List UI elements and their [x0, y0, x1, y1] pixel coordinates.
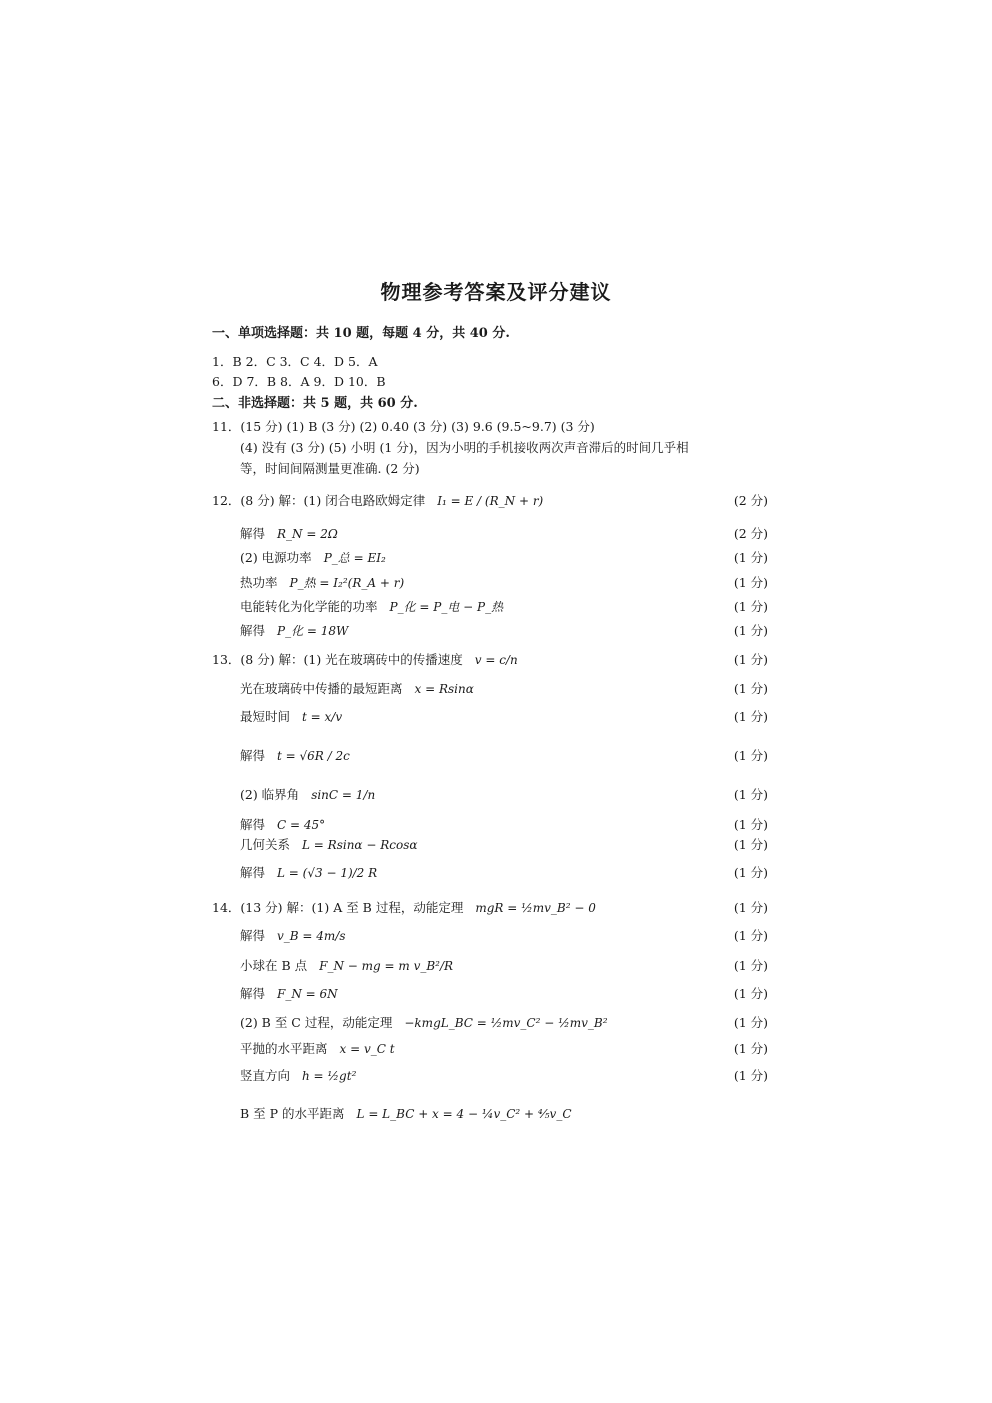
q11-line3: 等，时间间隔测量更准确. (2 分)	[240, 461, 420, 476]
q14-step-text: 解得	[240, 928, 266, 943]
q13-step-label	[212, 650, 518, 668]
q11-line1: 11．(15 分) (1) B (3 分) (2) 0.40 (3 分) (3) 9.6 (9.5~9.7) (3 分)	[212, 419, 595, 434]
q13-step-label	[240, 863, 377, 881]
q13-step-score: (1 分)	[733, 709, 768, 724]
q12-step-row	[212, 548, 768, 570]
q13-step-text: (2) 临界角	[240, 787, 300, 802]
q14-step-text: 平抛的水平距离	[240, 1041, 328, 1056]
q12-step-row	[212, 597, 768, 619]
q12-step-formula: P_化 = P_电 − P_热	[389, 600, 504, 614]
q13-step-score: (1 分)	[733, 817, 768, 832]
q14-step-score: (1 分)	[733, 928, 768, 943]
q14-step-label	[240, 956, 453, 974]
mc-answers-row2: 6．D 7．B 8．A 9．D 10．B	[212, 374, 386, 389]
q12-step-label	[240, 621, 348, 639]
q14-step-row	[212, 1104, 768, 1126]
page-title: 物理参考答案及评分建议	[380, 280, 612, 304]
q14-step-score: (1 分)	[733, 1041, 768, 1056]
q13-step-row	[212, 746, 768, 768]
q13-step-row	[212, 650, 768, 672]
q13-step-text: 解得	[240, 748, 266, 763]
q13-step-label	[240, 785, 375, 803]
q13-step-text: 几何关系	[240, 837, 291, 852]
q12-step-label	[240, 573, 404, 591]
q14-step-row	[212, 926, 768, 948]
mc-answers-row1: 1．B 2．C 3．C 4．D 5．A	[212, 354, 378, 369]
q13-step-label	[240, 746, 350, 764]
section1-heading: 一、单项选择题：共 10 题，每题 4 分，共 40 分.	[212, 326, 510, 341]
q14-step-text: B 至 P 的水平距离	[240, 1106, 345, 1121]
q12-step-row	[212, 491, 768, 513]
q12-step-formula: P_化 = 18W	[277, 624, 349, 638]
q14-step-formula: F_N − mg = m v_B²/R	[319, 959, 454, 973]
section2-heading: 二、非选择题：共 5 题，共 60 分.	[212, 396, 418, 411]
q14-step-label	[240, 984, 338, 1002]
q13-step-formula: v = c/n	[474, 653, 518, 667]
q12-step-score: (1 分)	[733, 550, 768, 565]
q14-step-formula: h = ½gt²	[302, 1069, 357, 1083]
q13-step-formula: t = √6R / 2c	[277, 749, 350, 763]
q12-step-formula: R_N = 2Ω	[277, 527, 338, 541]
q13-step-label	[240, 707, 342, 725]
q14-step-text: 小球在 B 点	[240, 958, 308, 973]
q13-step-text: 13．(8 分) 解：(1) 光在玻璃砖中的传播速度	[212, 652, 463, 667]
q13-step-text: 解得	[240, 865, 266, 880]
q14-step-score: (1 分)	[733, 900, 768, 915]
q13-step-label	[240, 815, 325, 833]
q13-step-row	[212, 815, 768, 837]
q14-step-text: 竖直方向	[240, 1068, 291, 1083]
q13-step-formula: x = Rsinα	[414, 682, 474, 696]
q12-step-label	[240, 548, 386, 566]
q12-step-row	[212, 573, 768, 595]
q14-step-label	[212, 898, 596, 916]
q12-step-score: (2 分)	[733, 493, 768, 508]
q14-step-row	[212, 1013, 768, 1035]
q13-step-label	[240, 679, 474, 697]
q12-step-text: 解得	[240, 623, 266, 638]
q14-step-label	[240, 1013, 608, 1031]
q13-step-text: 最短时间	[240, 709, 291, 724]
q12-step-text: 解得	[240, 526, 266, 541]
q12-step-label	[240, 597, 503, 615]
q14-step-row	[212, 984, 768, 1006]
q14-step-text: (2) B 至 C 过程，动能定理	[240, 1015, 393, 1030]
q12-step-text: 热功率	[240, 575, 278, 590]
q11-line2: (4) 没有 (3 分) (5) 小明 (1 分)，因为小明的手机接收两次声音滞后的时间几乎相	[240, 440, 689, 455]
q13-step-row	[212, 707, 768, 729]
q14-step-row	[212, 898, 768, 920]
q12-step-score: (1 分)	[733, 575, 768, 590]
q13-step-row	[212, 679, 768, 701]
q14-step-label	[240, 926, 346, 944]
q14-step-score: (1 分)	[733, 986, 768, 1001]
q14-step-formula: F_N = 6N	[277, 987, 338, 1001]
q13-step-formula: L = (√3 − 1)/2 R	[277, 866, 378, 880]
q13-step-row	[212, 835, 768, 857]
q13-step-score: (1 分)	[733, 837, 768, 852]
q14-step-formula: v_B = 4m/s	[277, 929, 346, 943]
q13-step-score: (1 分)	[733, 787, 768, 802]
q14-step-label	[240, 1104, 572, 1122]
q13-step-formula: L = Rsinα − Rcosα	[302, 838, 418, 852]
q14-step-score: (1 分)	[733, 958, 768, 973]
q14-step-text: 解得	[240, 986, 266, 1001]
q14-step-label	[240, 1039, 395, 1057]
q14-step-score: (1 分)	[733, 1068, 768, 1083]
q12-step-formula: P_总 = EI₂	[323, 551, 386, 565]
q13-step-label	[240, 835, 417, 853]
q14-step-score: (1 分)	[733, 1015, 768, 1030]
q13-step-text: 解得	[240, 817, 266, 832]
q12-step-row	[212, 524, 768, 546]
q13-step-row	[212, 785, 768, 807]
q14-step-formula: x = v_C t	[339, 1042, 395, 1056]
q13-step-formula: sinC = 1/n	[311, 788, 376, 802]
q12-step-formula: P_热 = I₂²(R_A + r)	[289, 576, 405, 590]
q12-step-row	[212, 621, 768, 643]
q13-step-text: 光在玻璃砖中传播的最短距离	[240, 681, 403, 696]
q14-step-row	[212, 1039, 768, 1061]
q14-step-row	[212, 956, 768, 978]
q13-step-row	[212, 863, 768, 885]
q13-step-score: (1 分)	[733, 652, 768, 667]
q14-step-text: 14．(13 分) 解：(1) A 至 B 过程，动能定理	[212, 900, 464, 915]
q12-step-label	[212, 491, 543, 509]
q14-step-formula: −kmgL_BC = ½mv_C² − ½mv_B²	[404, 1016, 608, 1030]
q12-step-label	[240, 524, 338, 542]
q12-step-text: 电能转化为化学能的功率	[240, 599, 378, 614]
q12-step-text: 12．(8 分) 解：(1) 闭合电路欧姆定律	[212, 493, 426, 508]
q13-step-score: (1 分)	[733, 865, 768, 880]
q12-step-formula: I₁ = E / (R_N + r)	[437, 494, 544, 508]
q13-step-score: (1 分)	[733, 681, 768, 696]
q13-step-formula: C = 45°	[277, 818, 326, 832]
q14-step-label	[240, 1066, 356, 1084]
q14-step-row	[212, 1066, 768, 1088]
q14-step-formula: mgR = ½mv_B² − 0	[475, 901, 596, 915]
q12-step-score: (1 分)	[733, 623, 768, 638]
q13-step-score: (1 分)	[733, 748, 768, 763]
q13-step-formula: t = x/v	[302, 710, 343, 724]
q12-step-text: (2) 电源功率	[240, 550, 312, 565]
q12-step-score: (1 分)	[733, 599, 768, 614]
q14-step-formula: L = L_BC + x = 4 − ¼v_C² + ⅘v_C	[356, 1107, 572, 1121]
q12-step-score: (2 分)	[733, 526, 768, 541]
